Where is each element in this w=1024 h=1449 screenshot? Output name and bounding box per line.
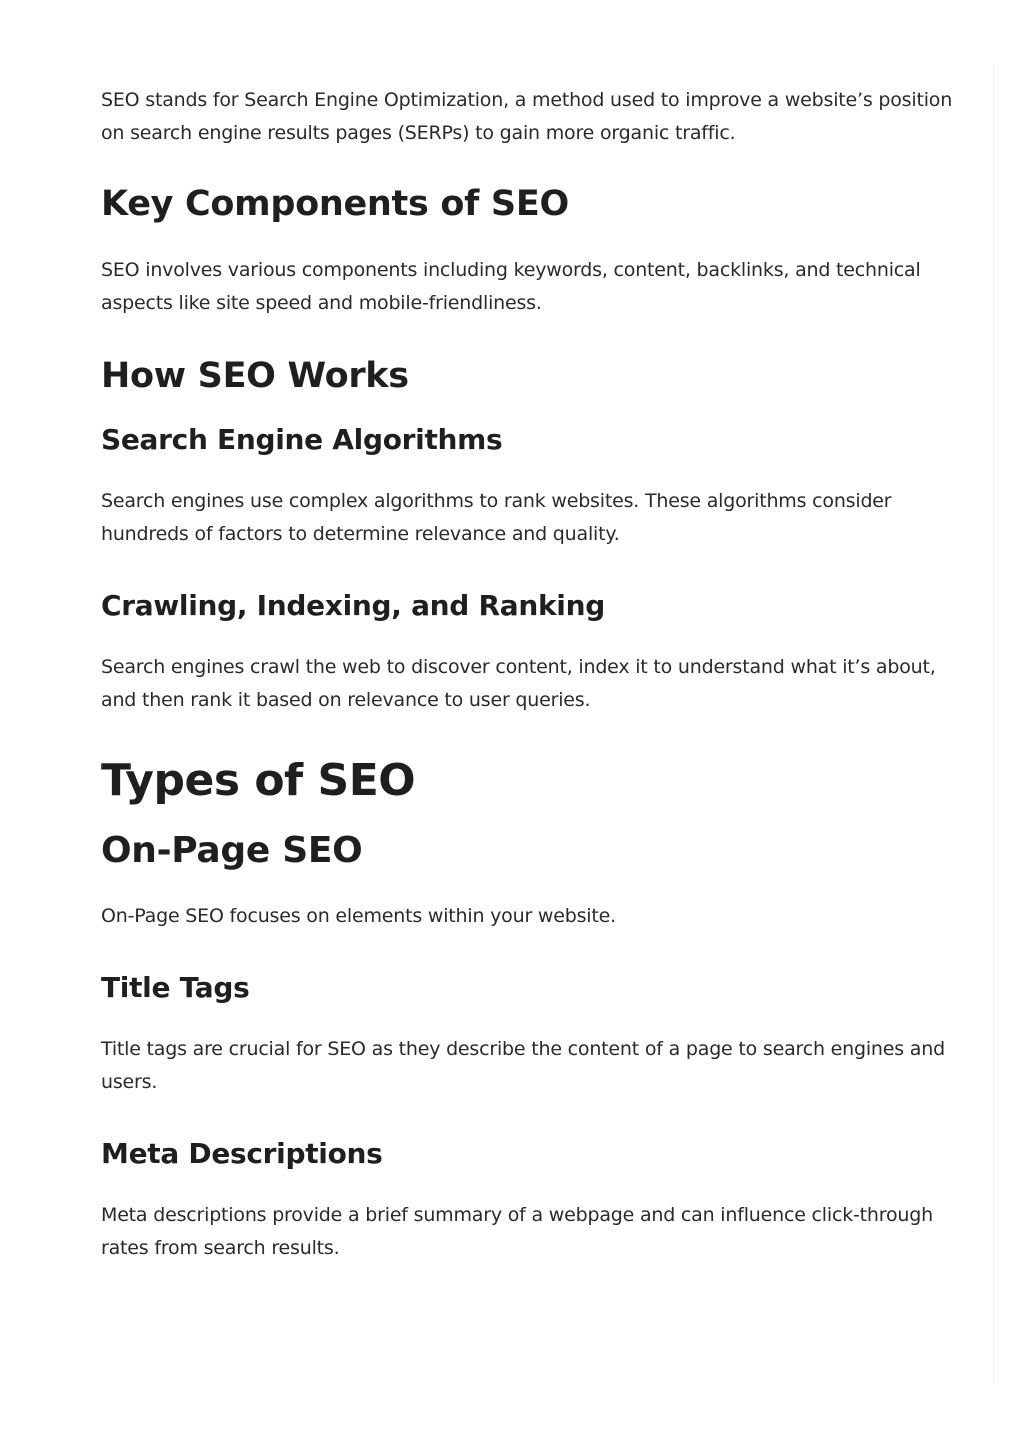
page-edge-divider xyxy=(993,64,994,1384)
how-seo-works-heading: How SEO Works xyxy=(101,356,409,396)
search-engine-algorithms-heading: Search Engine Algorithms xyxy=(101,423,503,456)
title-tags-heading: Title Tags xyxy=(101,971,250,1004)
crawling-indexing-ranking-heading: Crawling, Indexing, and Ranking xyxy=(101,589,605,622)
key-components-heading: Key Components of SEO xyxy=(101,184,569,224)
search-engine-algorithms-paragraph: Search engines use complex algorithms to rank websites. These algorithms consider hundreds of factors to determine relevance and quality. xyxy=(101,490,892,545)
meta-descriptions-heading: Meta Descriptions xyxy=(101,1137,383,1170)
meta-descriptions-paragraph: Meta descriptions provide a brief summary of a webpage and can influence click-through rates from search results. xyxy=(101,1204,933,1259)
key-components-paragraph: SEO involves various components including keywords, content, backlinks, and technical aspects like site speed and mobile-friendliness. xyxy=(101,259,921,314)
crawling-indexing-ranking-paragraph: Search engines crawl the web to discover content, index it to understand what it’s about, and then rank it based on relevance to user queries. xyxy=(101,656,936,711)
title-tags-paragraph: Title tags are crucial for SEO as they describe the content of a page to search engines and users. xyxy=(101,1038,945,1093)
on-page-seo-paragraph: On-Page SEO focuses on elements within your website. xyxy=(101,905,616,927)
intro-paragraph: SEO stands for Search Engine Optimization, a method used to improve a website’s position on search engine results pages (SERPs) to gain more organic traffic. xyxy=(101,89,953,144)
article-body xyxy=(101,84,961,1265)
on-page-seo-heading: On-Page SEO xyxy=(101,830,363,871)
types-of-seo-heading: Types of SEO xyxy=(101,755,416,806)
